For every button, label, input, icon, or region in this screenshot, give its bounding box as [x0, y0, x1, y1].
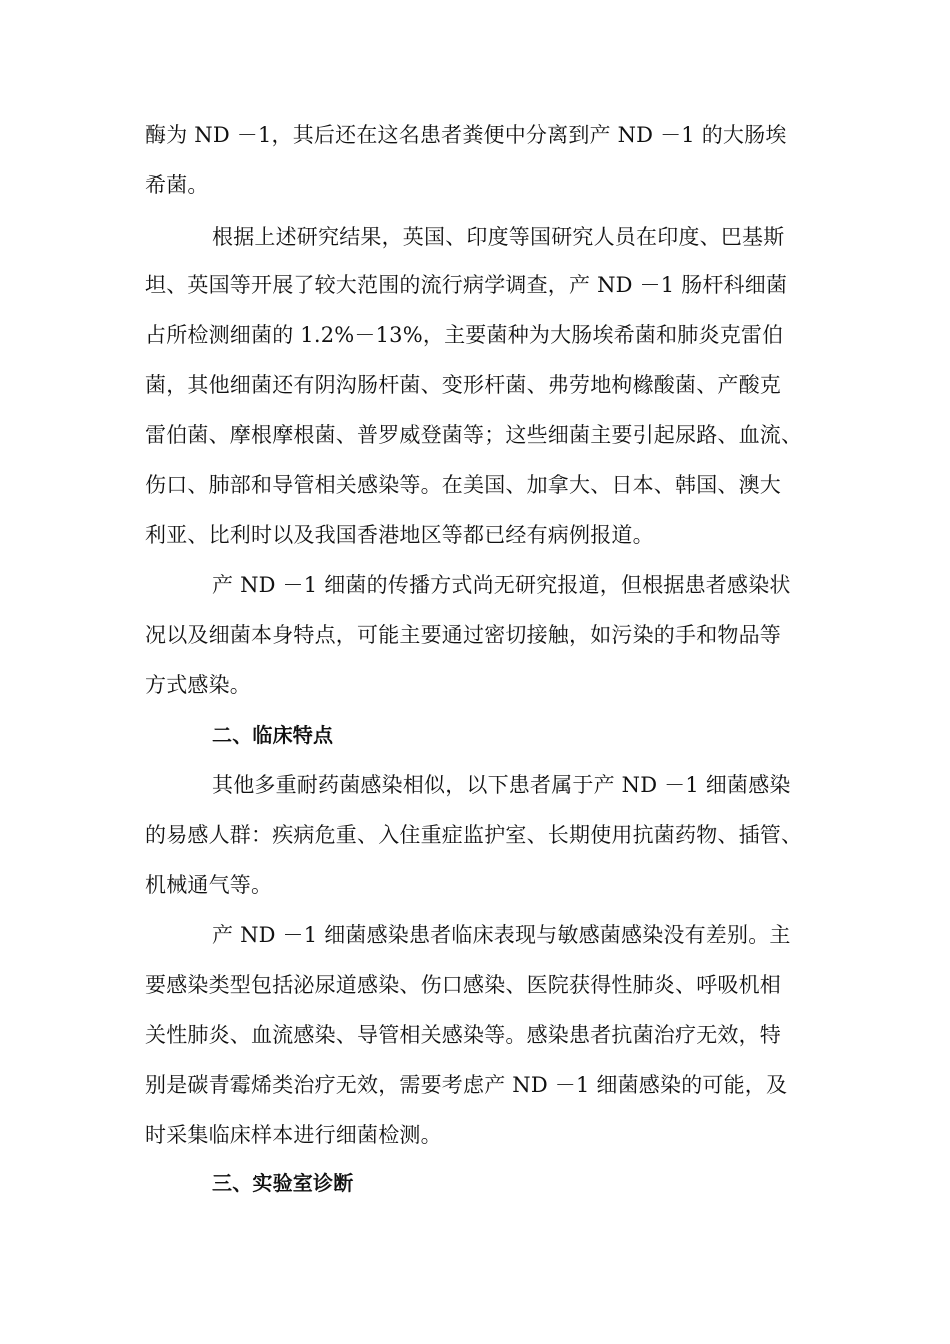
- paragraph-line: 根据上述研究结果，英国、印度等国研究人员在印度、巴基斯: [212, 225, 785, 249]
- paragraph-line: 其他多重耐药菌感染相似，以下患者属于产 ND －1 细菌感染: [212, 773, 791, 797]
- paragraph-line: 伤口、肺部和导管相关感染等。在美国、加拿大、日本、韩国、澳大: [145, 473, 781, 497]
- section-heading: 二、临床特点: [212, 723, 334, 747]
- section-heading: 三、实验室诊断: [212, 1171, 354, 1195]
- paragraph-line: 雷伯菌、摩根摩根菌、普罗威登菌等；这些细菌主要引起尿路、血流、: [145, 423, 803, 447]
- paragraph-line: 占所检测细菌的 1.2%－13%，主要菌种为大肠埃希菌和肺炎克雷伯: [145, 323, 784, 347]
- paragraph-line: 产 ND －1 细菌感染患者临床表现与敏感菌感染没有差别。主: [212, 923, 791, 947]
- paragraph-line: 关性肺炎、血流感染、导管相关感染等。感染患者抗菌治疗无效，特: [145, 1023, 781, 1047]
- paragraph-line: 利亚、比利时以及我国香港地区等都已经有病例报道。: [145, 523, 654, 547]
- paragraph-line: 菌，其他细菌还有阴沟肠杆菌、变形杆菌、弗劳地枸橼酸菌、产酸克: [145, 373, 781, 397]
- paragraph-line: 时采集临床样本进行细菌检测。: [145, 1123, 442, 1147]
- paragraph-line: 坦、英国等开展了较大范围的流行病学调查，产 ND －1 肠杆科细菌: [145, 273, 788, 297]
- paragraph-line: 况以及细菌本身特点，可能主要通过密切接触，如污染的手和物品等: [145, 623, 781, 647]
- paragraph-line: 要感染类型包括泌尿道感染、伤口感染、医院获得性肺炎、呼吸机相: [145, 973, 781, 997]
- paragraph-line: 的易感人群：疾病危重、入住重症监护室、长期使用抗菌药物、插管、: [145, 823, 803, 847]
- paragraph-line: 别是碳青霉烯类治疗无效，需要考虑产 ND －1 细菌感染的可能，及: [145, 1073, 788, 1097]
- paragraph-line: 机械通气等。: [145, 873, 273, 897]
- paragraph-line: 希菌。: [145, 173, 209, 197]
- paragraph-line: 酶为 ND －1，其后还在这名患者粪便中分离到产 ND －1 的大肠埃: [145, 123, 787, 147]
- paragraph-line: 方式感染。: [145, 673, 251, 697]
- paragraph-line: 产 ND －1 细菌的传播方式尚无研究报道，但根据患者感染状: [212, 573, 791, 597]
